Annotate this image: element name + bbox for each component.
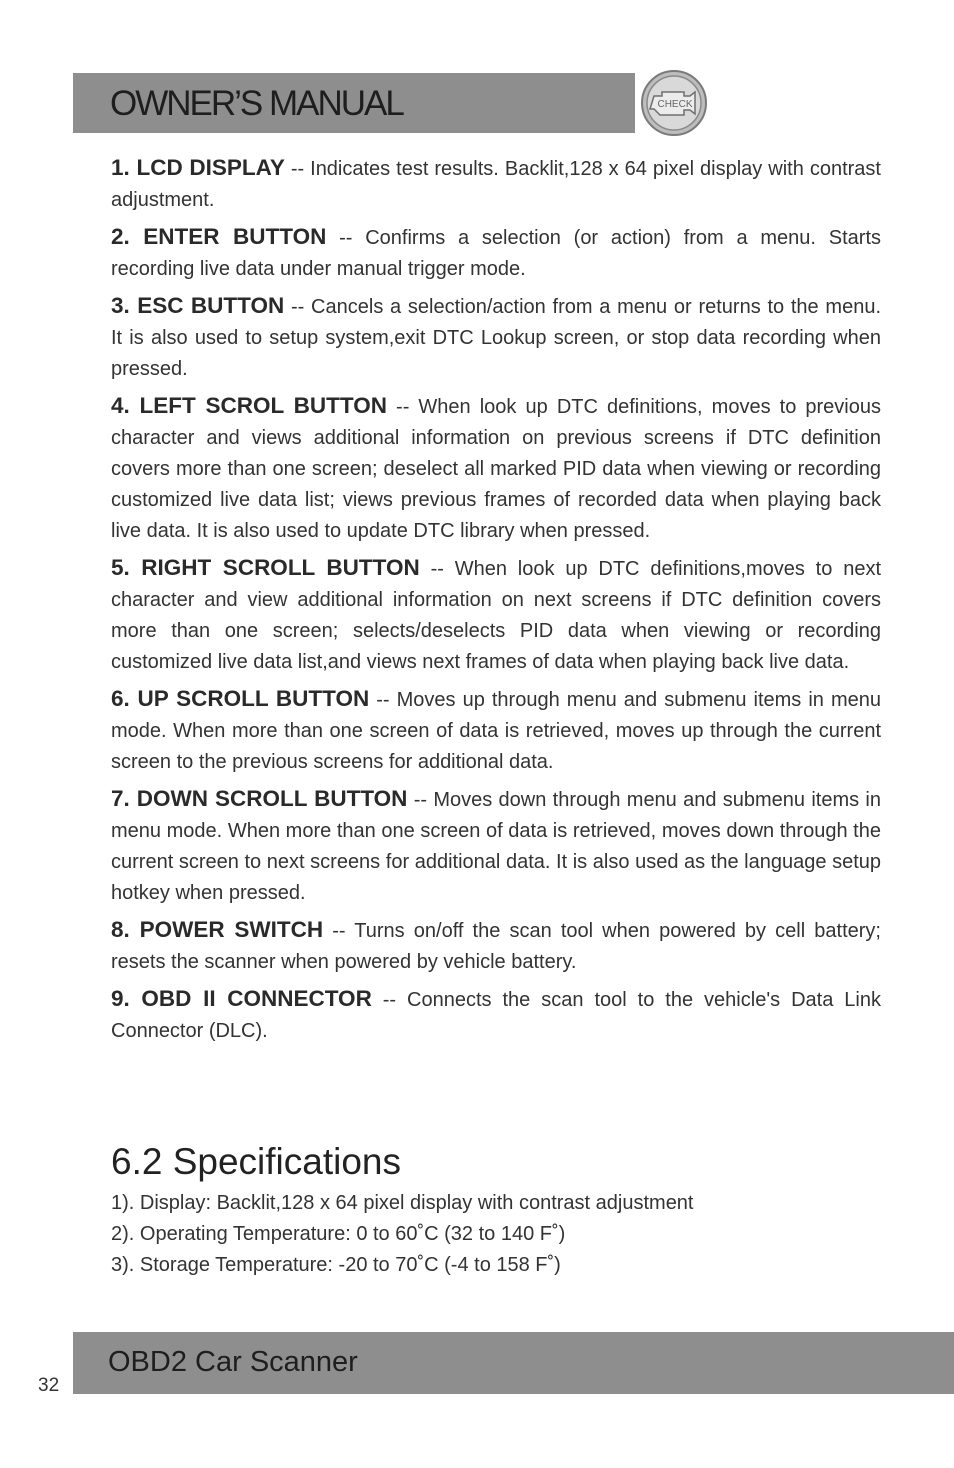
item-text: -- Connects the scan tool to the vehicle's Data Link Connector (DLC).	[111, 989, 881, 1042]
item-heading: 2. ENTER BUTTON	[111, 224, 327, 249]
spec-item: 2). Operating Temperature: 0 to 60˚C (32 to 140 F˚)	[111, 1223, 566, 1245]
item-text: -- Indicates test results. Backlit,128 x 64 pixel display with contrast adjustment.	[111, 158, 881, 211]
spec-item: 3). Storage Temperature: -20 to 70˚C (-4 to 158 F˚)	[111, 1254, 561, 1276]
item-text: -- When look up DTC definitions,moves to next character and view additional information on next screens if DTC definition covers more than one screen; selects/deselects PID data when viewing or recording customized live data list,and views next frames of data when playing back live data.	[111, 558, 881, 673]
item-heading: 4. LEFT SCROL BUTTON	[111, 393, 387, 418]
item-heading: 8. POWER SWITCH	[111, 917, 324, 942]
description-item	[111, 552, 881, 678]
item-heading: 5. RIGHT SCROLL BUTTON	[111, 555, 420, 580]
svg-text:CHECK: CHECK	[657, 99, 693, 110]
item-heading: 1. LCD DISPLAY	[111, 155, 285, 180]
item-text: -- When look up DTC definitions, moves to previous character and views additional information on previous screens if DTC definition covers more than one screen; deselect all marked PID data when viewing or recording customized live data list; views previous frames of recorded data when playing back live data. It is also used to update DTC library when pressed.	[111, 396, 881, 542]
description-item	[111, 221, 881, 285]
description-item	[111, 152, 881, 216]
item-heading: 6. UP SCROLL BUTTON	[111, 686, 370, 711]
description-item	[111, 390, 881, 547]
component-descriptions	[111, 152, 881, 1052]
description-item	[111, 683, 881, 778]
page-number: 32	[38, 1375, 60, 1396]
spec-item: 1). Display: Backlit,128 x 64 pixel display with contrast adjustment	[111, 1192, 694, 1214]
description-item	[111, 983, 881, 1047]
check-engine-icon	[640, 69, 708, 137]
description-item	[111, 783, 881, 909]
footer-title: OBD2 Car Scanner	[108, 1346, 358, 1378]
description-item	[111, 290, 881, 385]
description-item	[111, 914, 881, 978]
item-heading: 9. OBD II CONNECTOR	[111, 986, 372, 1011]
specifications-heading: 6.2 Specifications	[111, 1141, 402, 1182]
item-text: -- Cancels a selection/action from a menu or returns to the menu. It is also used to setup system,exit DTC Lookup screen, or stop data recording when pressed.	[111, 296, 882, 380]
item-heading: 7. DOWN SCROLL BUTTON	[111, 786, 408, 811]
item-text: -- Turns on/off the scan tool when powered by cell battery; resets the scanner when powered by vehicle battery.	[111, 920, 881, 973]
item-text: -- Moves down through menu and submenu items in menu mode. When more than one screen of data is retrieved, moves down through the current screen to next screens for additional data. It is also used as the language setup hotkey when pressed.	[111, 789, 882, 904]
item-heading: 3. ESC BUTTON	[111, 293, 285, 318]
item-text: -- Confirms a selection (or action) from a menu. Starts recording live data under manual trigger mode.	[111, 227, 882, 280]
specifications-list	[111, 1188, 911, 1281]
item-text: -- Moves up through menu and submenu items in menu mode. When more than one screen of data is retrieved, moves up through the current screen to the previous screens for additional data.	[111, 689, 881, 773]
page-title: OWNER’S MANUAL	[110, 84, 403, 123]
